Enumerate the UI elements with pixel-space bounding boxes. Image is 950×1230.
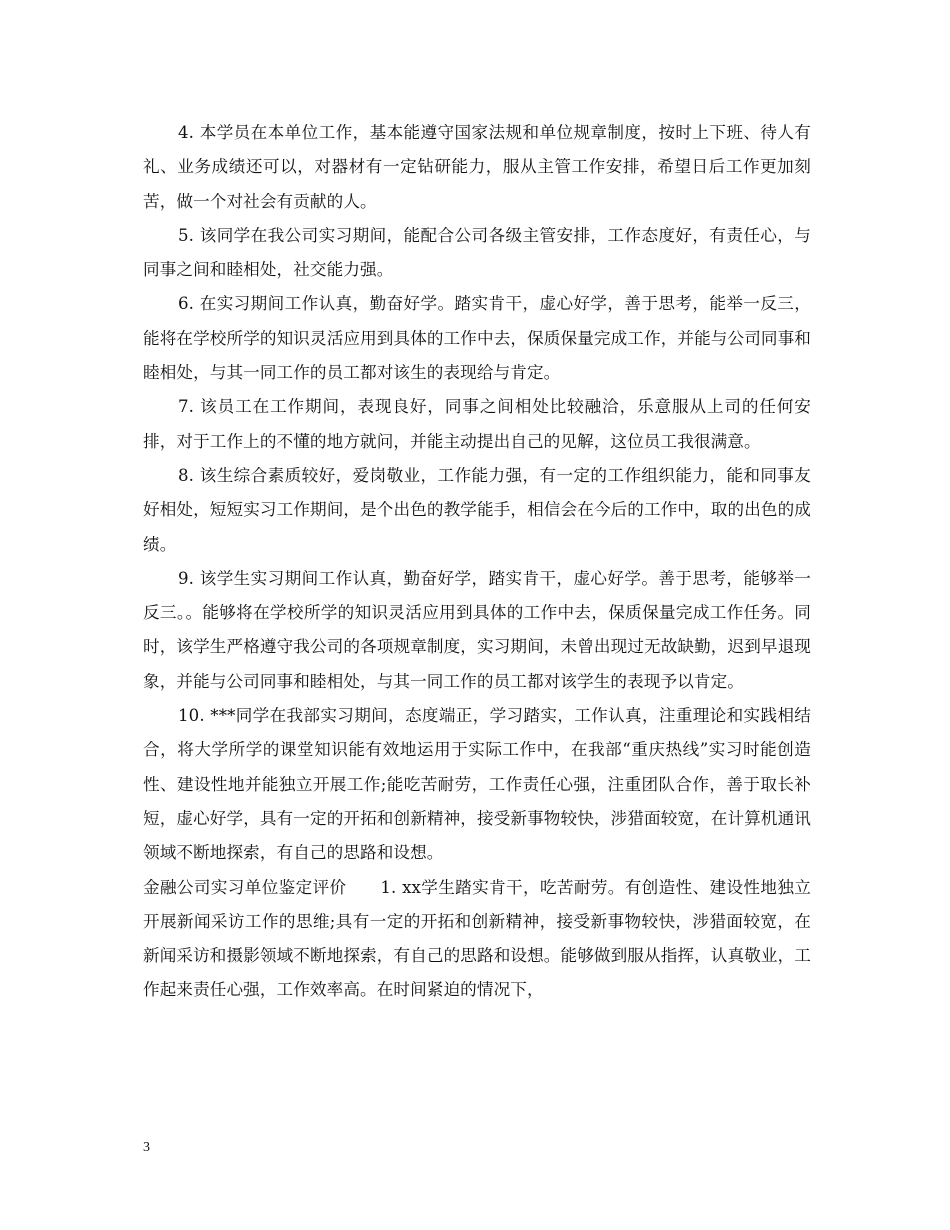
paragraph-item-4: 4. 本学员在本单位工作，基本能遵守国家法规和单位规章制度，按时上下班、待人有礼、业务成绩还可以，对器材有一定钻研能力，服从主管工作安排，希望日后工作更加刻苦，做一个对社会有贡献的人。 [143,123,811,211]
paragraph-item-10: 10. ***同学在我部实习期间，态度端正，学习踏实，工作认真，注重理论和实践相结合，将大学所学的课堂知识能有效地运用于实际工作中，在我部“重庆热线”实习时能创造性、建设性地并能独立开展工作;能吃苦耐劳，工作责任心强，注重团队合作，善于取长补短，虚心好学，具有一定的开拓和创新精神，接受新事物较快，涉猎面较宽，在计算机通讯领域不断地探索，有自己的思路和设想。 [143,706,811,863]
page-number: 3 [143,1140,150,1155]
paragraph-item-8: 8. 该生综合素质较好，爱岗敬业，工作能力强，有一定的工作组织能力，能和同事友好相处，短短实习工作期间，是个出色的教学能手，相信会在今后的工作中，取的出色的成绩。 [143,465,811,554]
paragraph-item-5: 5. 该同学在我公司实习期间，能配合公司各级主管安排，工作态度好，有责任心，与同事之间和睦相处，社交能力强。 [143,225,811,280]
paragraph-item-9: 9. 该学生实习期间工作认真，勤奋好学，踏实肯干，虚心好学。善于思考，能够举一反三。。能够将在学校所学的知识灵活应用到具体的工作中去，保质保量完成工作任务。同时，该学生严格遵守我公司的各项规章制度，实习期间，未曾出现过无故缺勤，迟到早退现象，并能与公司同事和睦相处，与其一同工作的员工都对该学生的表现予以肯定。 [143,568,811,691]
paragraph-item-6: 6. 在实习期间工作认真，勤奋好学。踏实肯干，虚心好学，善于思考，能举一反三，能将在学校所学的知识灵活应用到具体的工作中去，保质保量完成工作，并能与公司同事和睦相处，与其一同工作的员工都对该生的表现给与肯定。 [143,294,811,383]
document-body [143,116,811,1008]
paragraph-item-7: 7. 该员工在工作期间，表现良好，同事之间相处比较融洽，乐意服从上司的任何安排，对于工作上的不懂的地方就问，并能主动提出自己的见解，这位员工我很满意。 [143,397,811,451]
paragraph-finance-evaluation: 金融公司实习单位鉴定评价 1. xx学生踏实肯干，吃苦耐劳。有创造性、建设性地独立开展新闻采访工作的思维;具有一定的开拓和创新精神，接受新事物较快，涉猎面较宽，在新闻采访和摄影领域不断地探索，有自己的思路和设想。能够做到服从指挥，认真敬业，工作起来责任心强，工作效率高。在时间紧迫的情况下， [143,877,811,1000]
